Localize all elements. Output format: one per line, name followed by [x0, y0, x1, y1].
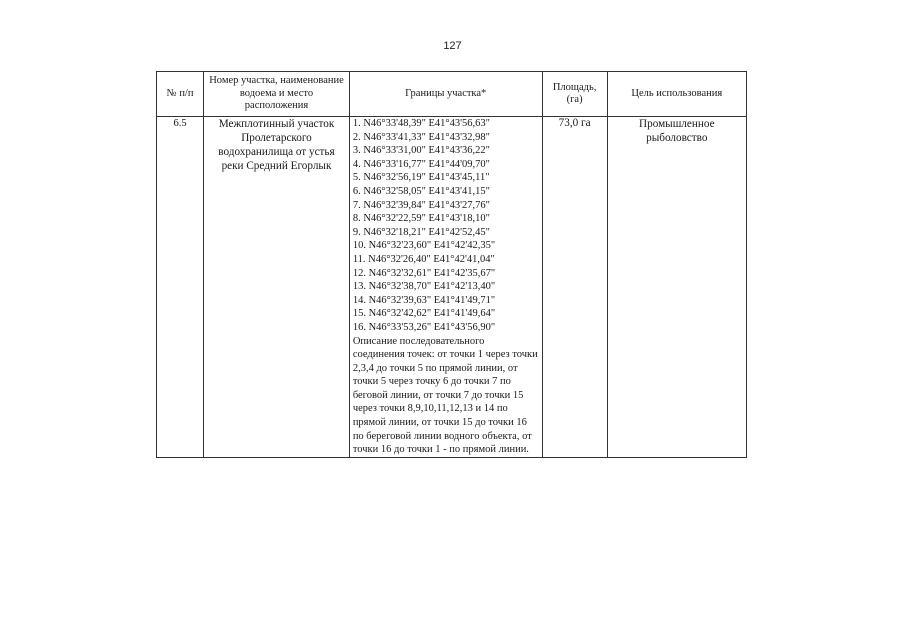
fishery-plot-table: [156, 71, 747, 458]
table-header-row: [157, 72, 747, 117]
boundary-point: 16. N46°33'53,26" E41°43'56,90": [352, 321, 496, 333]
header-number: № п/п: [157, 72, 204, 117]
boundary-point: 15. N46°32'42,62" E41°41'49,64": [352, 308, 496, 320]
boundary-point: 5. N46°32'56,19" E41°43'45,11": [352, 172, 490, 184]
boundary-point: 13. N46°32'38,70" E41°42'13,40": [352, 281, 496, 293]
cell-boundaries: [349, 117, 542, 458]
cell-area: 73,0 га: [542, 117, 607, 458]
boundary-point: 11. N46°32'26,40" E41°42'41,04": [352, 253, 495, 265]
boundary-point: 12. N46°32'32,61" E41°42'35,67": [352, 267, 496, 279]
cell-purpose: Промышленное рыболовство: [607, 117, 746, 458]
cell-plot-name: Межплотинный участок Пролетарского водохранилища от устья реки Средний Егорлык: [204, 117, 350, 458]
page-number: 127: [443, 40, 462, 52]
boundary-point: 9. N46°32'18,21" E41°42'52,45": [352, 226, 490, 238]
cell-number: 6.5: [157, 117, 204, 458]
boundary-point: 2. N46°33'41,33" E41°43'32,98": [352, 131, 490, 143]
boundary-point: 4. N46°33'16,77" E41°44'09,70": [352, 158, 490, 170]
header-boundaries: Границы участка*: [349, 72, 542, 117]
boundary-point: 7. N46°32'39,84" E41°43'27,76": [352, 199, 490, 211]
boundary-point: 14. N46°32'39,63" E41°41'49,71": [352, 294, 496, 306]
boundary-point: 1. N46°33'48,39" E41°43'56,63": [352, 118, 490, 129]
boundary-point: 6. N46°32'58,05" E41°43'41,15": [352, 185, 490, 197]
header-purpose: Цель использования: [607, 72, 746, 117]
boundary-point: 8. N46°32'22,59" E41°43'18,10": [352, 213, 490, 225]
header-plot-name: Номер участка, наименование водоема и место расположения: [204, 72, 350, 117]
table-row: [157, 117, 747, 458]
header-area: Площадь, (га): [542, 72, 607, 117]
boundary-description: Описание последовательного соединения точек: от точки 1 через точки 2,3,4 до точки 5 по прямой линии, от точки 5 через точку 6 до точки 7 по беговой линии, от точки 7 до точки 15 через точки 8,9,10,11,12,13 и 14 по прямой линии, от точки 15 до точки 16 по береговой линии водного объекта, от точки 16 до точки 1 - по прямой линии.: [352, 335, 538, 456]
boundary-point: 10. N46°32'23,60" E41°42'42,35": [352, 240, 496, 252]
boundary-point: 3. N46°33'31,00" E41°43'36,22": [352, 145, 490, 157]
